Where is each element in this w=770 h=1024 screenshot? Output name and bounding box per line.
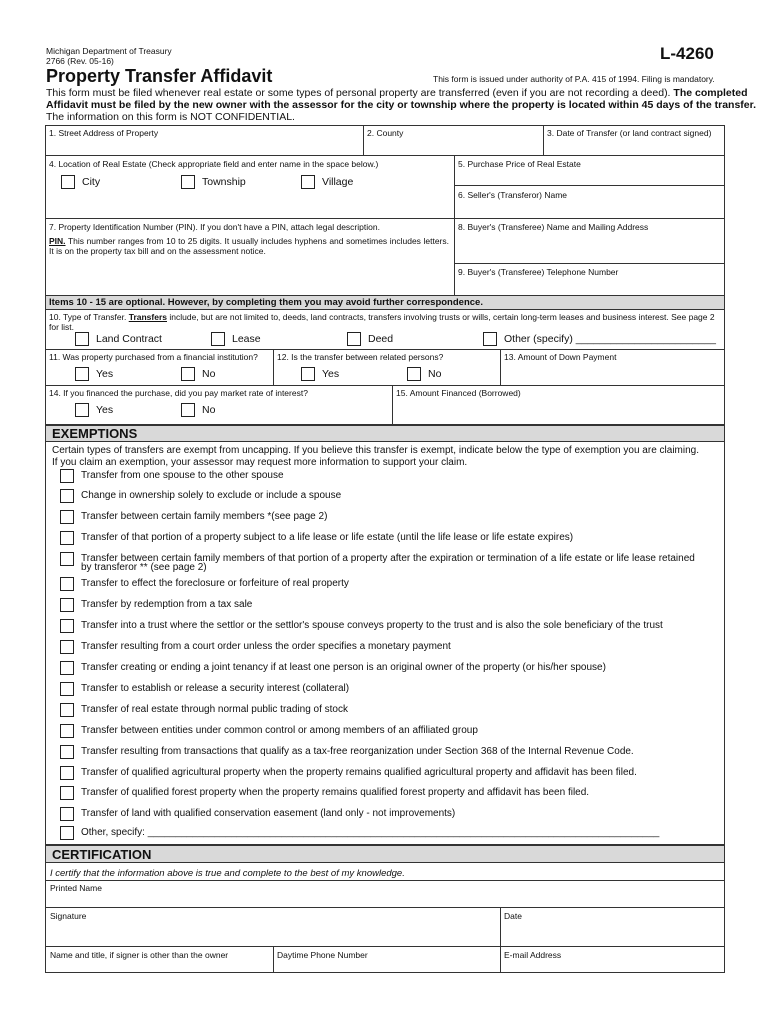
exemption-label: Transfer from one spouse to the other spouse bbox=[81, 470, 284, 481]
f11-yes-checkbox[interactable] bbox=[75, 367, 89, 381]
exemption-label: Transfer between entities under common control or among members of an affiliated group bbox=[81, 725, 478, 736]
amount-financed-label: 15. Amount Financed (Borrowed) bbox=[396, 388, 521, 398]
form-number: L-4260 bbox=[660, 44, 714, 63]
pin-note: PIN. This number ranges from 10 to 25 digits. It usually includes hyphens and sometimes includes letters. It is on the property tax bill and on the assessment notice. bbox=[49, 236, 449, 256]
exemption-label: Transfer into a trust where the settlor or the settlor's spouse conveys property to the trust and is also the sole beneficiary of the trust bbox=[81, 620, 663, 631]
city-checkbox[interactable] bbox=[61, 175, 75, 189]
optional-banner-text: Items 10 - 15 are optional. However, by completing them you may avoid further correspondence. bbox=[49, 297, 483, 308]
printed-name-label: Printed Name bbox=[50, 883, 102, 893]
exemption-checkbox[interactable] bbox=[60, 786, 74, 800]
authority-note: This form is issued under authority of P.A. 415 of 1994. Filing is mandatory. bbox=[433, 74, 715, 84]
purchase-price-label: 5. Purchase Price of Real Estate bbox=[458, 159, 581, 169]
f14-no-label: No bbox=[202, 404, 216, 416]
exemption-checkbox[interactable] bbox=[60, 682, 74, 696]
exemption-label: Transfer of land with qualified conservation easement (land only - not improvements) bbox=[81, 808, 456, 819]
land-contract-checkbox[interactable] bbox=[75, 332, 89, 346]
f14-yes-label: Yes bbox=[96, 404, 114, 416]
exemption-label: Transfer between certain family members of that portion of a property after the expiration or termination of a life estate or life lease retained bbox=[81, 553, 695, 564]
street-address-label: 1. Street Address of Property bbox=[49, 128, 159, 138]
exemption-checkbox[interactable] bbox=[60, 724, 74, 738]
exemption-label: Transfer between certain family members *(see page 2) bbox=[81, 511, 328, 522]
exemptions-intro-2: If you claim an exemption, your assessor may request more information to support your claim. bbox=[52, 457, 468, 468]
f12-yes-label: Yes bbox=[322, 368, 340, 380]
township-checkbox[interactable] bbox=[181, 175, 195, 189]
other-transfer-label: Other (specify) ________________________ bbox=[504, 333, 716, 345]
exemption-checkbox[interactable] bbox=[60, 826, 74, 840]
buyer-phone-label: 9. Buyer's (Transferee) Telephone Number bbox=[458, 267, 619, 277]
f12-no-label: No bbox=[428, 368, 442, 380]
exemption-checkbox[interactable] bbox=[60, 745, 74, 759]
other-transfer-checkbox[interactable] bbox=[483, 332, 497, 346]
exemption-label: Other, specify: ____________________________________________________________________________________________ bbox=[81, 827, 660, 838]
exemptions-intro-1: Certain types of transfers are exempt from uncapping. If you believe this transfer is exempt, indicate below the type of exemption you are claiming. bbox=[52, 445, 699, 456]
exemption-label: Transfer to establish or release a security interest (collateral) bbox=[81, 683, 350, 694]
f14-yes-checkbox[interactable] bbox=[75, 403, 89, 417]
certification-statement: I certify that the information above is true and complete to the best of my knowledge. bbox=[50, 868, 405, 879]
exemption-label: Transfer of that portion of a property subject to a life lease or life estate (until the life lease or life estate expires) bbox=[81, 532, 574, 543]
down-payment-label: 13. Amount of Down Payment bbox=[504, 352, 617, 362]
agency-name: Michigan Department of Treasury bbox=[46, 46, 172, 56]
exemption-label: Transfer creating or ending a joint tenancy if at least one person is an original owner of the property (or his/her spouse) bbox=[81, 662, 606, 673]
deed-label: Deed bbox=[368, 333, 394, 345]
intro-line-1: This form must be filed whenever real estate or some types of personal property are transferred (even if you are not recording a deed). The completed bbox=[46, 87, 748, 99]
signature-label: Signature bbox=[50, 911, 87, 921]
market-rate-label: 14. If you financed the purchase, did you pay market rate of interest? bbox=[49, 388, 308, 398]
lease-label: Lease bbox=[232, 333, 261, 345]
lease-checkbox[interactable] bbox=[211, 332, 225, 346]
f14-no-checkbox[interactable] bbox=[181, 403, 195, 417]
exemption-checkbox[interactable] bbox=[60, 469, 74, 483]
village-checkbox[interactable] bbox=[301, 175, 315, 189]
form-title: Property Transfer Affidavit bbox=[46, 66, 273, 86]
township-label: Township bbox=[202, 176, 246, 188]
f12-yes-checkbox[interactable] bbox=[301, 367, 315, 381]
exemption-checkbox[interactable] bbox=[60, 807, 74, 821]
f12-no-checkbox[interactable] bbox=[407, 367, 421, 381]
village-label: Village bbox=[322, 176, 354, 188]
exemption-label-continued: by transferor ** (see page 2) bbox=[81, 562, 207, 573]
name-title-label: Name and title, if signer is other than the owner bbox=[50, 950, 229, 960]
exemption-label: Transfer of qualified agricultural property when the property remains qualified agricultural property and affidavit has been filed. bbox=[81, 767, 637, 778]
exemption-label: Transfer resulting from a court order unless the order specifies a monetary payment bbox=[81, 641, 451, 652]
f11-no-checkbox[interactable] bbox=[181, 367, 195, 381]
exemption-label: Transfer of real estate through normal public trading of stock bbox=[81, 704, 348, 715]
exemption-label: Change in ownership solely to exclude or include a spouse bbox=[81, 490, 342, 501]
exemption-checkbox[interactable] bbox=[60, 598, 74, 612]
location-label: 4. Location of Real Estate (Check appropriate field and enter name in the space below.) bbox=[49, 159, 379, 169]
exemption-checkbox[interactable] bbox=[60, 619, 74, 633]
deed-checkbox[interactable] bbox=[347, 332, 361, 346]
phone-label: Daytime Phone Number bbox=[277, 950, 368, 960]
intro-line-2: Affidavit must be filed by the new owner with the assessor for the city or township where the property is located within 45 days of the transfer. bbox=[46, 99, 757, 111]
exemption-checkbox[interactable] bbox=[60, 703, 74, 717]
exemption-checkbox[interactable] bbox=[60, 577, 74, 591]
exemption-label: Transfer by redemption from a tax sale bbox=[81, 599, 253, 610]
land-contract-label: Land Contract bbox=[96, 333, 162, 345]
county-label: 2. County bbox=[367, 128, 404, 138]
exemption-checkbox[interactable] bbox=[60, 552, 74, 566]
f11-no-label: No bbox=[202, 368, 216, 380]
city-label: City bbox=[82, 176, 101, 188]
email-label: E-mail Address bbox=[504, 950, 562, 960]
transfer-type-label: 10. Type of Transfer. Transfers include, but are not limited to, deeds, land contracts, transfers involving trusts or wills, certain long-term leases and business interest. See page 2 for list. bbox=[49, 312, 715, 332]
financial-institution-label: 11. Was property purchased from a financial institution? bbox=[49, 352, 258, 362]
exemption-checkbox[interactable] bbox=[60, 531, 74, 545]
buyer-name-label: 8. Buyer's (Transferee) Name and Mailing Address bbox=[458, 222, 649, 232]
exemptions-box bbox=[45, 425, 725, 845]
exemption-checkbox[interactable] bbox=[60, 766, 74, 780]
intro-line-3: The information on this form is NOT CONFIDENTIAL. bbox=[46, 111, 295, 123]
exemption-checkbox[interactable] bbox=[60, 510, 74, 524]
certification-heading: CERTIFICATION bbox=[52, 847, 152, 862]
date-label: Date bbox=[504, 911, 522, 921]
exemption-label: Transfer of qualified forest property when the property remains qualified forest property and affidavit has been filed. bbox=[81, 787, 590, 798]
exemptions-heading: EXEMPTIONS bbox=[52, 426, 138, 441]
related-persons-label: 12. Is the transfer between related persons? bbox=[277, 352, 444, 362]
exemption-label: Transfer to effect the foreclosure or forfeiture of real property bbox=[81, 578, 349, 589]
seller-name-label: 6. Seller's (Transferor) Name bbox=[458, 190, 568, 200]
f11-yes-label: Yes bbox=[96, 368, 114, 380]
pin-label: 7. Property Identification Number (PIN). If you don't have a PIN, attach legal description. bbox=[49, 222, 380, 232]
exemption-checkbox[interactable] bbox=[60, 640, 74, 654]
form-revision: 2766 (Rev. 05-16) bbox=[46, 56, 114, 66]
exemptions-header-bar bbox=[46, 426, 724, 442]
property-info-box bbox=[45, 125, 725, 425]
exemption-checkbox[interactable] bbox=[60, 661, 74, 675]
transfer-date-label: 3. Date of Transfer (or land contract signed) bbox=[547, 128, 712, 138]
exemption-label: Transfer resulting from transactions that qualify as a tax-free reorganization under Section 368 of the Internal Revenue Code. bbox=[81, 746, 634, 757]
exemption-checkbox[interactable] bbox=[60, 489, 74, 503]
